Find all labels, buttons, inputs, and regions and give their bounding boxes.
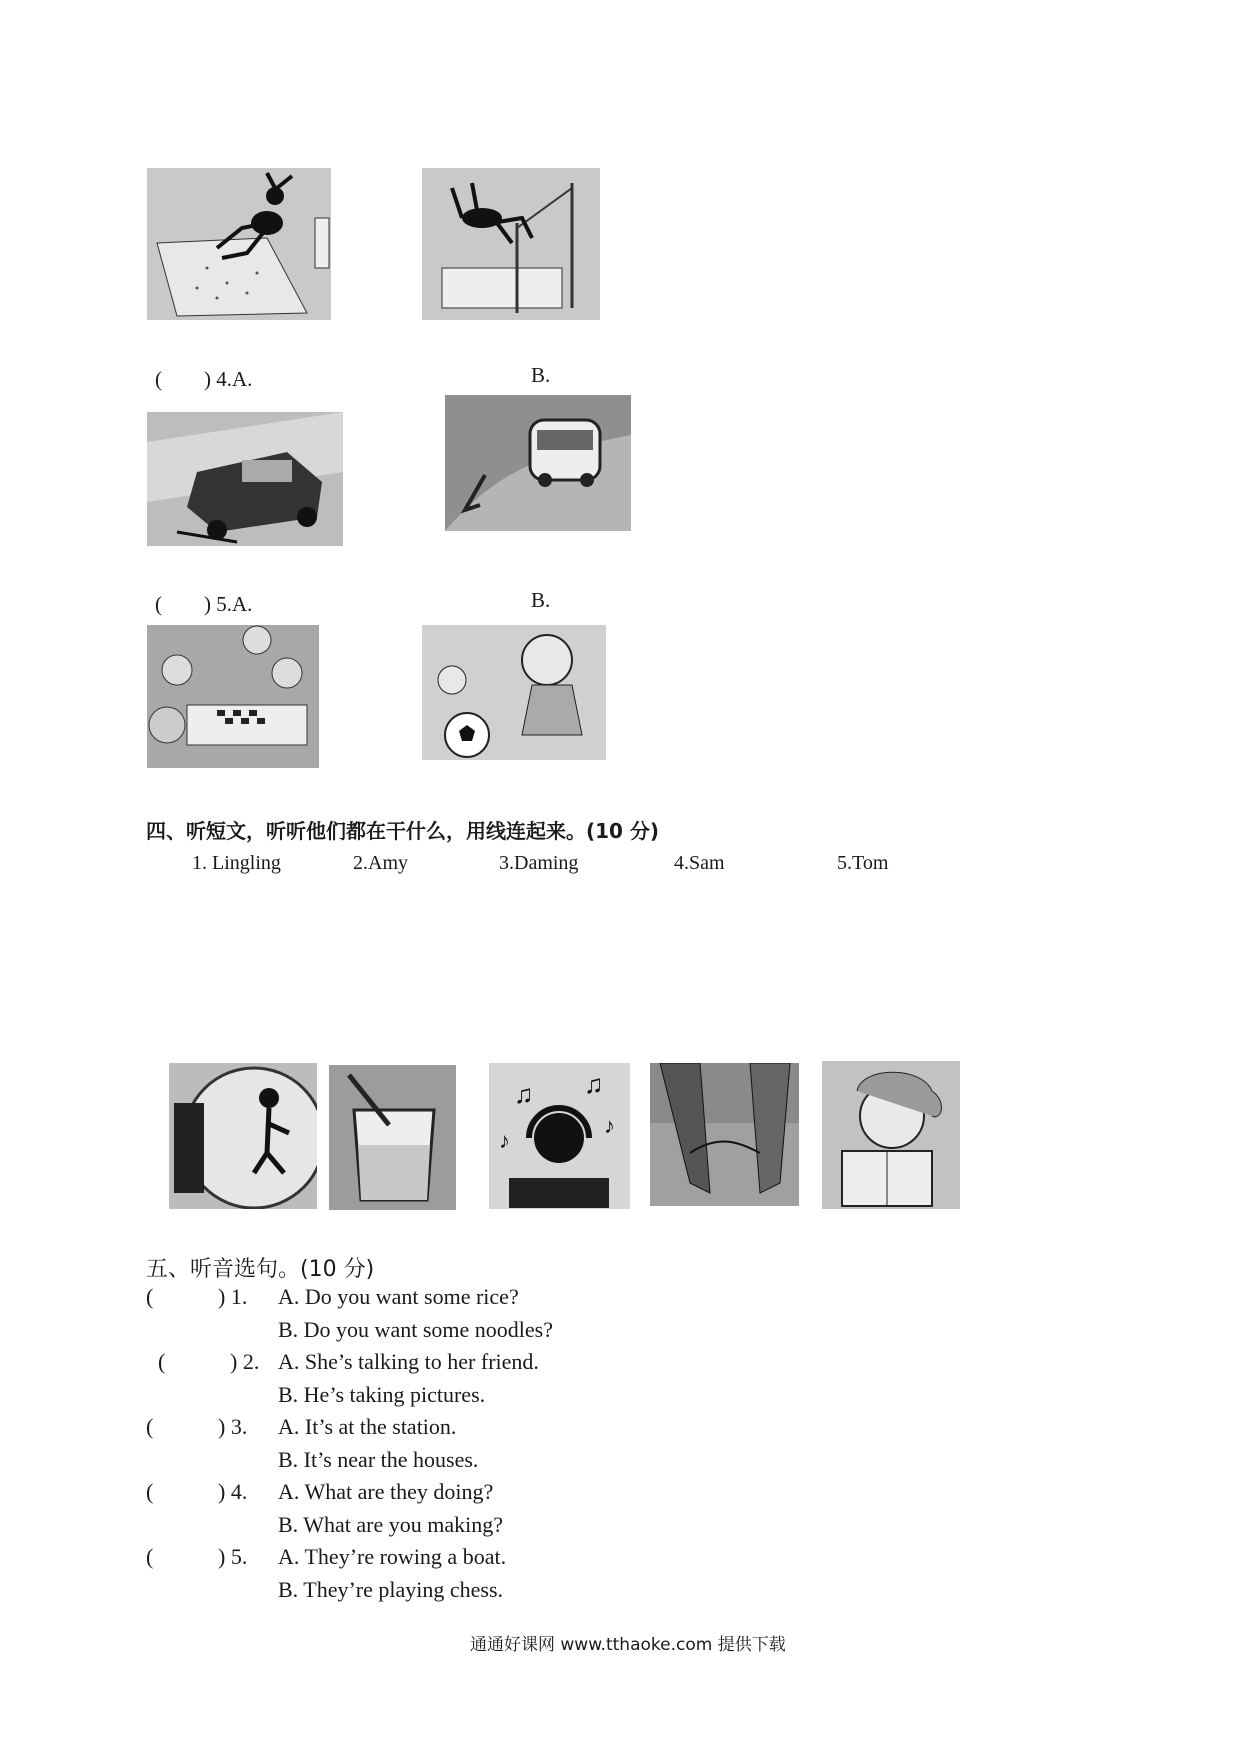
ant-long-jump-picture bbox=[147, 168, 331, 320]
svg-text:♫: ♫ bbox=[584, 1070, 604, 1099]
item-number: ) 1. bbox=[218, 1284, 248, 1309]
girl-reading-picture bbox=[822, 1061, 960, 1209]
answer-paren: ( bbox=[158, 1349, 166, 1374]
footer-source: 通通好课网 www.tthaoke.com 提供下载 bbox=[470, 1635, 786, 1655]
name-tom: 5.Tom bbox=[837, 852, 889, 874]
answer-paren: ( bbox=[146, 1284, 154, 1309]
option-a: A. She’s talking to her friend. bbox=[278, 1349, 539, 1374]
svg-text:♪: ♪ bbox=[499, 1128, 510, 1153]
option-b: B. He’s taking pictures. bbox=[278, 1382, 486, 1407]
answer-paren: ( bbox=[146, 1544, 154, 1569]
answer-paren: ( bbox=[146, 1479, 154, 1504]
option-a: A. Do you want some rice? bbox=[278, 1284, 519, 1309]
option-b: B. It’s near the houses. bbox=[278, 1447, 479, 1472]
section-5-title: 五、听音选句。(10 分) bbox=[146, 1257, 375, 1282]
item-number: ) 2. bbox=[230, 1349, 260, 1374]
answer-paren: ( bbox=[146, 1414, 154, 1439]
option-b: B. They’re playing chess. bbox=[278, 1577, 504, 1602]
option-a: A. They’re rowing a boat. bbox=[278, 1544, 507, 1569]
question-4-label: ( ) 4.A. bbox=[155, 367, 253, 391]
svg-text:♫: ♫ bbox=[514, 1080, 534, 1109]
listening-music-picture bbox=[489, 1063, 630, 1209]
name-amy: 2.Amy bbox=[353, 852, 408, 874]
name-daming: 3.Daming bbox=[499, 852, 579, 874]
bus-picture bbox=[445, 395, 631, 531]
svg-text:♪: ♪ bbox=[604, 1113, 615, 1138]
item-number: ) 3. bbox=[218, 1414, 248, 1439]
option-a: A. What are they doing? bbox=[278, 1479, 494, 1504]
option-a: A. It’s at the station. bbox=[278, 1414, 457, 1439]
juice-glass-picture bbox=[329, 1065, 456, 1210]
drawing-picture bbox=[650, 1063, 799, 1206]
question-5-label: ( ) 5.A. bbox=[155, 592, 253, 616]
section-4-title: 四、听短文，听听他们都在干什么，用线连起来。(10 分) bbox=[146, 819, 660, 843]
boys-football-picture bbox=[422, 625, 606, 760]
option-b: B. Do you want some noodles? bbox=[278, 1317, 553, 1342]
item-number: ) 5. bbox=[218, 1544, 248, 1569]
children-chess-picture bbox=[147, 625, 319, 768]
question-5-option-b-label: B. bbox=[531, 588, 551, 612]
ant-skipping-picture bbox=[169, 1063, 317, 1209]
name-lingling: 1. Lingling bbox=[192, 852, 281, 874]
ant-high-jump-picture bbox=[422, 168, 600, 320]
question-4-option-b-label: B. bbox=[531, 363, 551, 387]
item-number: ) 4. bbox=[218, 1479, 248, 1504]
car-picture bbox=[147, 412, 343, 546]
name-sam: 4.Sam bbox=[674, 852, 725, 874]
option-b: B. What are you making? bbox=[278, 1512, 504, 1537]
